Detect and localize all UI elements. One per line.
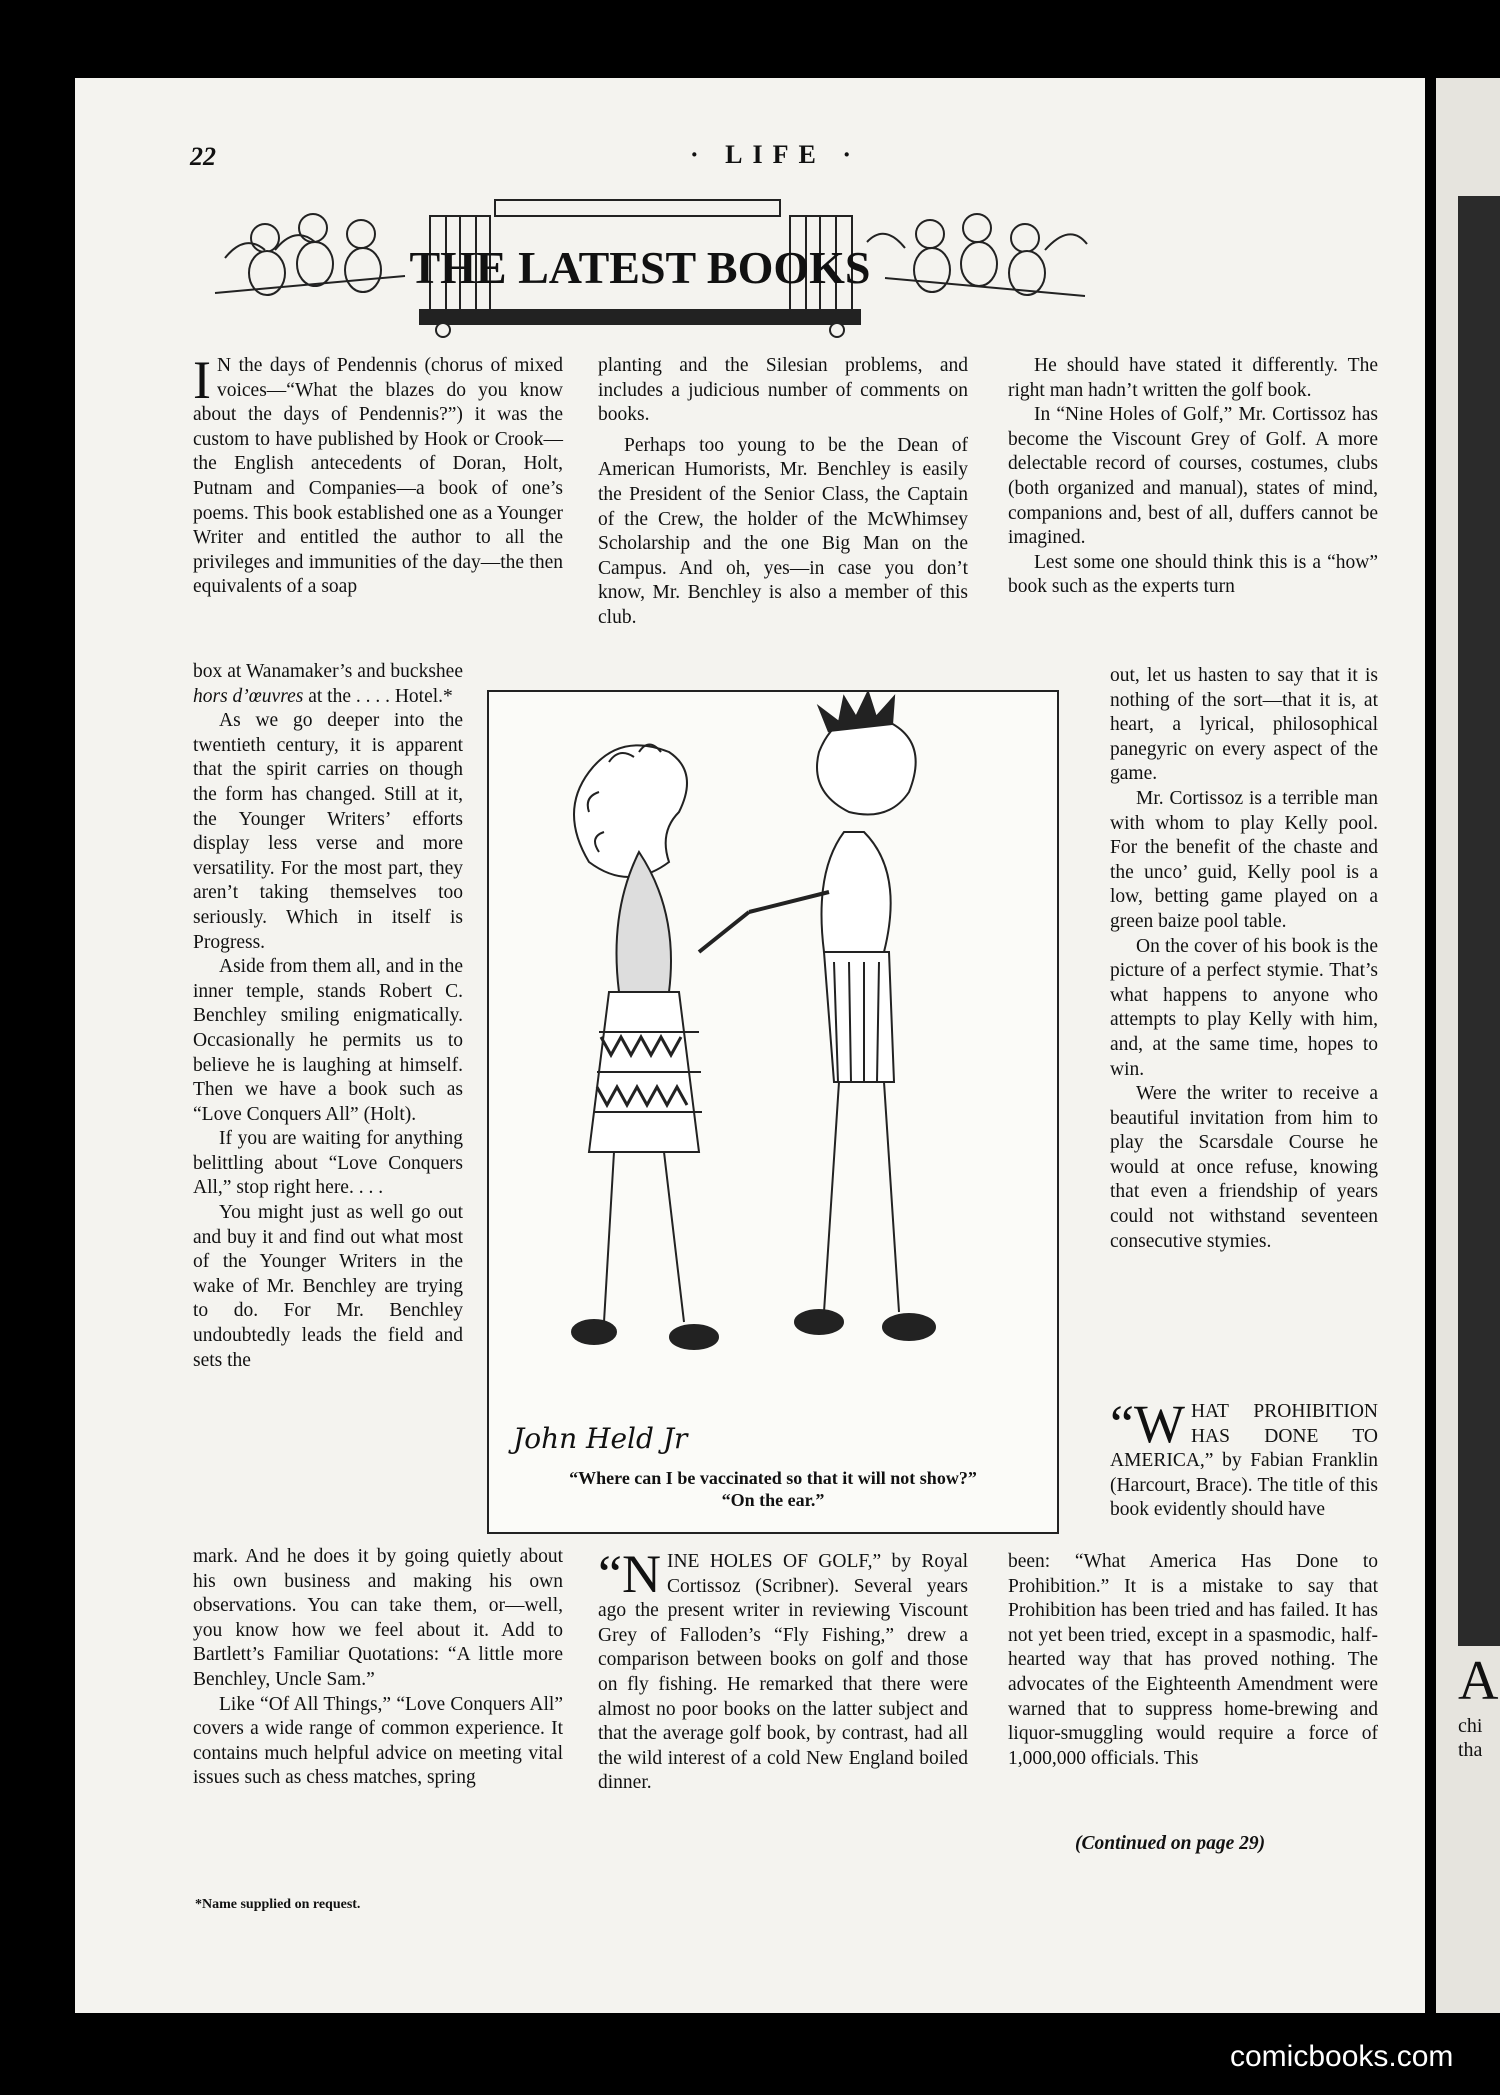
cartoon-drawing (489, 692, 1057, 1412)
publication-name: · LIFE · (690, 140, 862, 169)
cartoon-caption: “Where can I be vaccinated so that it will not show?” (569, 1468, 977, 1488)
paragraph: box at Wanamaker’s and buckshee (193, 661, 463, 682)
paragraph: You might just as well go out and buy it and find out what most of the Younger Writers in the wake of Mr. Benchley are trying to do. For Mr. Benchley undoubtedly leads the field and sets the (193, 1202, 463, 1371)
drop-cap: I (193, 350, 211, 410)
paragraph: As we go deeper into the twentieth century, it is apparent that the spirit carries on though the form has changed. Still at it, the Younger Writers’ efforts display less verse and more versatility. For the most part, they aren’t taking themselves too seriously. Which in itself is Progress. (193, 710, 463, 953)
section-banner (205, 198, 1095, 338)
article-column-3-bottom (1008, 1550, 1378, 1771)
article-column-1 (193, 350, 563, 600)
continued-note: (Continued on page 29) (1075, 1833, 1266, 1854)
cartoon-illustration (487, 690, 1059, 1534)
paragraph: out, let us hasten to say that it is nothing of the sort—that it is, at heart, a lyrical, philosophical panegyric on every aspect of the game. (1110, 665, 1378, 785)
banner-title: THE LATEST BOOKS (409, 242, 871, 293)
artist-signature: John Held Jr (513, 1422, 688, 1455)
article-column-2 (598, 354, 968, 631)
paragraph: Lest some one should think this is a “how” book such as the experts turn (1008, 551, 1378, 598)
paragraph: On the cover of his book is the picture of a perfect stymie. That’s what happens to anyone who attempts to play Kelly with him, and, at the same time, hopes to win. (1110, 935, 1378, 1080)
watermark: comicbooks.com (1230, 2040, 1454, 2073)
article-column-3 (1008, 354, 1378, 600)
article-column-3-lower (1110, 1394, 1378, 1523)
drop-cap: “N (598, 1544, 661, 1604)
cherub-group-right (867, 214, 1087, 296)
paragraph: Aside from them all, and in the inner temple, stands Robert C. Benchley smiling enigmatically. Occasionally he permits us to believe he is laughing at himself. Then we have a book such as “Love Conquers All” (Holt). (193, 956, 463, 1125)
adjacent-initial: A (1458, 1650, 1499, 1712)
article-column-1-narrow (193, 660, 463, 1373)
footnote: *Name supplied on request. (195, 1897, 361, 1912)
paragraph: Like “Of All Things,” “Love Conquers All” covers a wide range of common experience. It contains much helpful advice on meeting vital issues such as chess matches, spring (193, 1693, 563, 1789)
article-column-3-narrow (1110, 664, 1378, 1254)
cherub-group-left (215, 214, 405, 295)
paragraph: at the . . . . Hotel.* (308, 685, 453, 707)
adjacent-page-edge (1436, 78, 1500, 2013)
drop-cap: “W (1110, 1394, 1185, 1454)
italic-phrase: hors d’œuvres (193, 685, 304, 707)
paragraph: Were the writer to receive a beautiful invitation from him to play the Scarsdale Course he would at once refuse, knowing that even a friendship of years could not withstand seventeen consecutive stymies. (1110, 1083, 1378, 1252)
adjacent-text: chi (1458, 1715, 1483, 1737)
article-column-1-bottom (193, 1545, 563, 1791)
paragraph: been: “What America Has Done to Prohibition.” It is a mistake to say that Prohibition has been tried and has failed. It has not yet been tried, except in a spasmodic, half-hearted way that has proved nothing. The advocates of the Eighteenth Amendment were warned that to suppress home-brewing and liquor-smuggling would require a force of 1,000,000 officials. This (1008, 1551, 1378, 1769)
adjacent-text: tha (1458, 1739, 1483, 1761)
cartoon-caption-response: “On the ear.” (721, 1490, 825, 1510)
paragraph: Mr. Cortissoz is a terrible man with whom to play Kelly pool. For the benefit of the chaste and the unco’ guid, Kelly pool is a low, betting game played on a green baize pool table. (1110, 787, 1378, 932)
paragraph: N the days of Pendennis (chorus of mixed voices—“What the blazes do you know about the days of Pendennis?”) it was the custom to have published by Hook or Crook—the English antecedents of Doran, Holt, Putnam and Companies—a book of one’s poems. This book established one as a Younger Writer and entitled the author to all the privileges and immunities of the day—the then equivalents of a soap (193, 355, 563, 598)
paragraph: If you are waiting for anything belittling about “Love Conquers All,” stop right here. . . . (193, 1128, 463, 1199)
paragraph: mark. And he does it by going quietly about his own business and making his own observations. You can take them, or—well, you know how we feel about it. Add to Bartlett’s Familiar Quotations: “A little more Benchley, Uncle Sam.” (193, 1546, 563, 1690)
paragraph: INE HOLES OF GOLF,” by Royal Cortissoz (Scribner). Several years ago the present writer in reviewing Viscount Grey of Falloden’s “Fly Fishing,” drew a comparison between books on golf and those on fly fishing. He remarked that there were almost no poor books on the latter subject and that the average golf book, by contrast, had all the wild interest of a cold New England boiled dinner. (598, 1551, 968, 1794)
article-column-2-bottom (598, 1544, 968, 1796)
adjacent-photo (1458, 196, 1500, 1646)
paragraph: Perhaps too young to be the Dean of American Humorists, Mr. Benchley is easily the President of the Senior Class, the Captain of the Crew, the holder of the McWhimsey Scholarship and the one Big Man on the Campus. And oh, yes—in case you don’t know, Mr. Benchley is also a member of this club. (598, 434, 968, 628)
paragraph: HAT PROHIBITION HAS DONE TO AMERICA,” by Fabian Franklin (Harcourt, Brace). The title of this book evidently should have (1110, 1401, 1378, 1521)
paragraph: In “Nine Holes of Golf,” Mr. Cortissoz has become the Viscount Grey of Golf. A more delectable record of courses, costumes, clubs (both organized and manual), states of mind, companions and, best of all, duffers cannot be imagined. (1008, 404, 1378, 549)
page-number: 22 (190, 142, 216, 171)
paragraph: planting and the Silesian problems, and includes a judicious number of comments on books. (598, 355, 968, 426)
paragraph: He should have stated it differently. The right man hadn’t written the golf book. (1008, 355, 1378, 401)
